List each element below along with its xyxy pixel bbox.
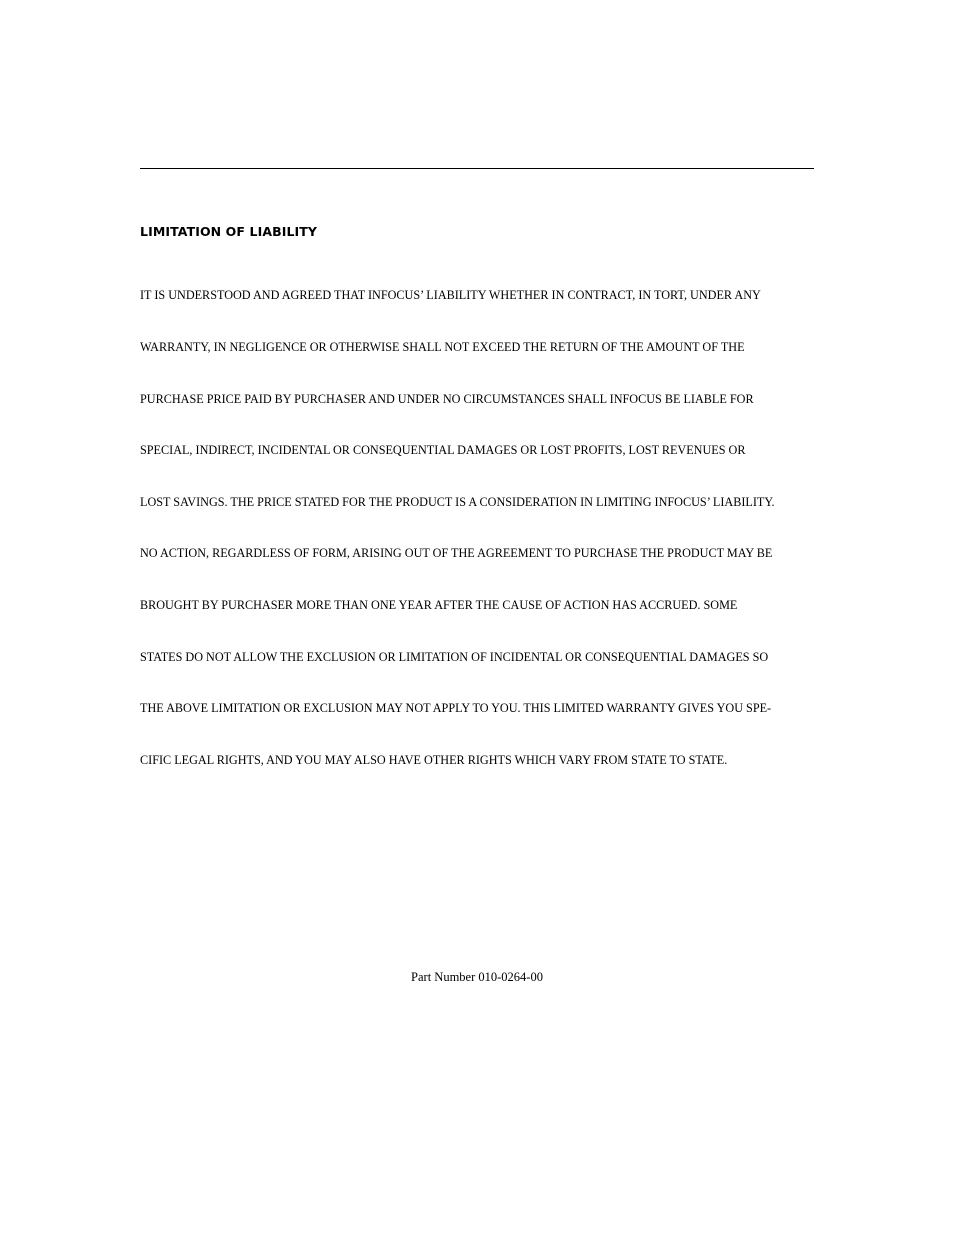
paragraph-line: BROUGHT BY PURCHASER MORE THAN ONE YEAR AFTER THE CAUSE OF ACTION HAS ACCRUED. SOME (140, 598, 738, 613)
liability-paragraph (140, 253, 814, 786)
header-rule (140, 168, 814, 169)
paragraph-line: PURCHASE PRICE PAID BY PURCHASER AND UNDER NO CIRCUMSTANCES SHALL INFOCUS BE LIABLE FOR (140, 391, 754, 406)
paragraph-line: CIFIC LEGAL RIGHTS, AND YOU MAY ALSO HAVE OTHER RIGHTS WHICH VARY FROM STATE TO STATE. (140, 752, 728, 767)
paragraph-line: NO ACTION, REGARDLESS OF FORM, ARISING OUT OF THE AGREEMENT TO PURCHASE THE PRODUCT MAY BE (140, 546, 773, 561)
paragraph-line: LOST SAVINGS. THE PRICE STATED FOR THE PRODUCT IS A CONSIDERATION IN LIMITING INFOCUS’ LIABILITY. (140, 494, 775, 509)
part-number: Part Number 010-0264-00 (411, 970, 543, 984)
paragraph-line: STATES DO NOT ALLOW THE EXCLUSION OR LIMITATION OF INCIDENTAL OR CONSEQUENTIAL DAMAGES SO (140, 649, 769, 664)
paragraph-line: THE ABOVE LIMITATION OR EXCLUSION MAY NOT APPLY TO YOU. THIS LIMITED WARRANTY GIVES YOU SPE- (140, 701, 772, 716)
paragraph-line: SPECIAL, INDIRECT, INCIDENTAL OR CONSEQUENTIAL DAMAGES OR LOST PROFITS, LOST REVENUES OR (140, 443, 746, 458)
paragraph-line: IT IS UNDERSTOOD AND AGREED THAT INFOCUS’ LIABILITY WHETHER IN CONTRACT, IN TORT, UNDER ANY (140, 288, 761, 303)
section-heading: LIMITATION OF LIABILITY (140, 224, 318, 239)
paragraph-line: WARRANTY, IN NEGLIGENCE OR OTHERWISE SHALL NOT EXCEED THE RETURN OF THE AMOUNT OF THE (140, 340, 745, 355)
